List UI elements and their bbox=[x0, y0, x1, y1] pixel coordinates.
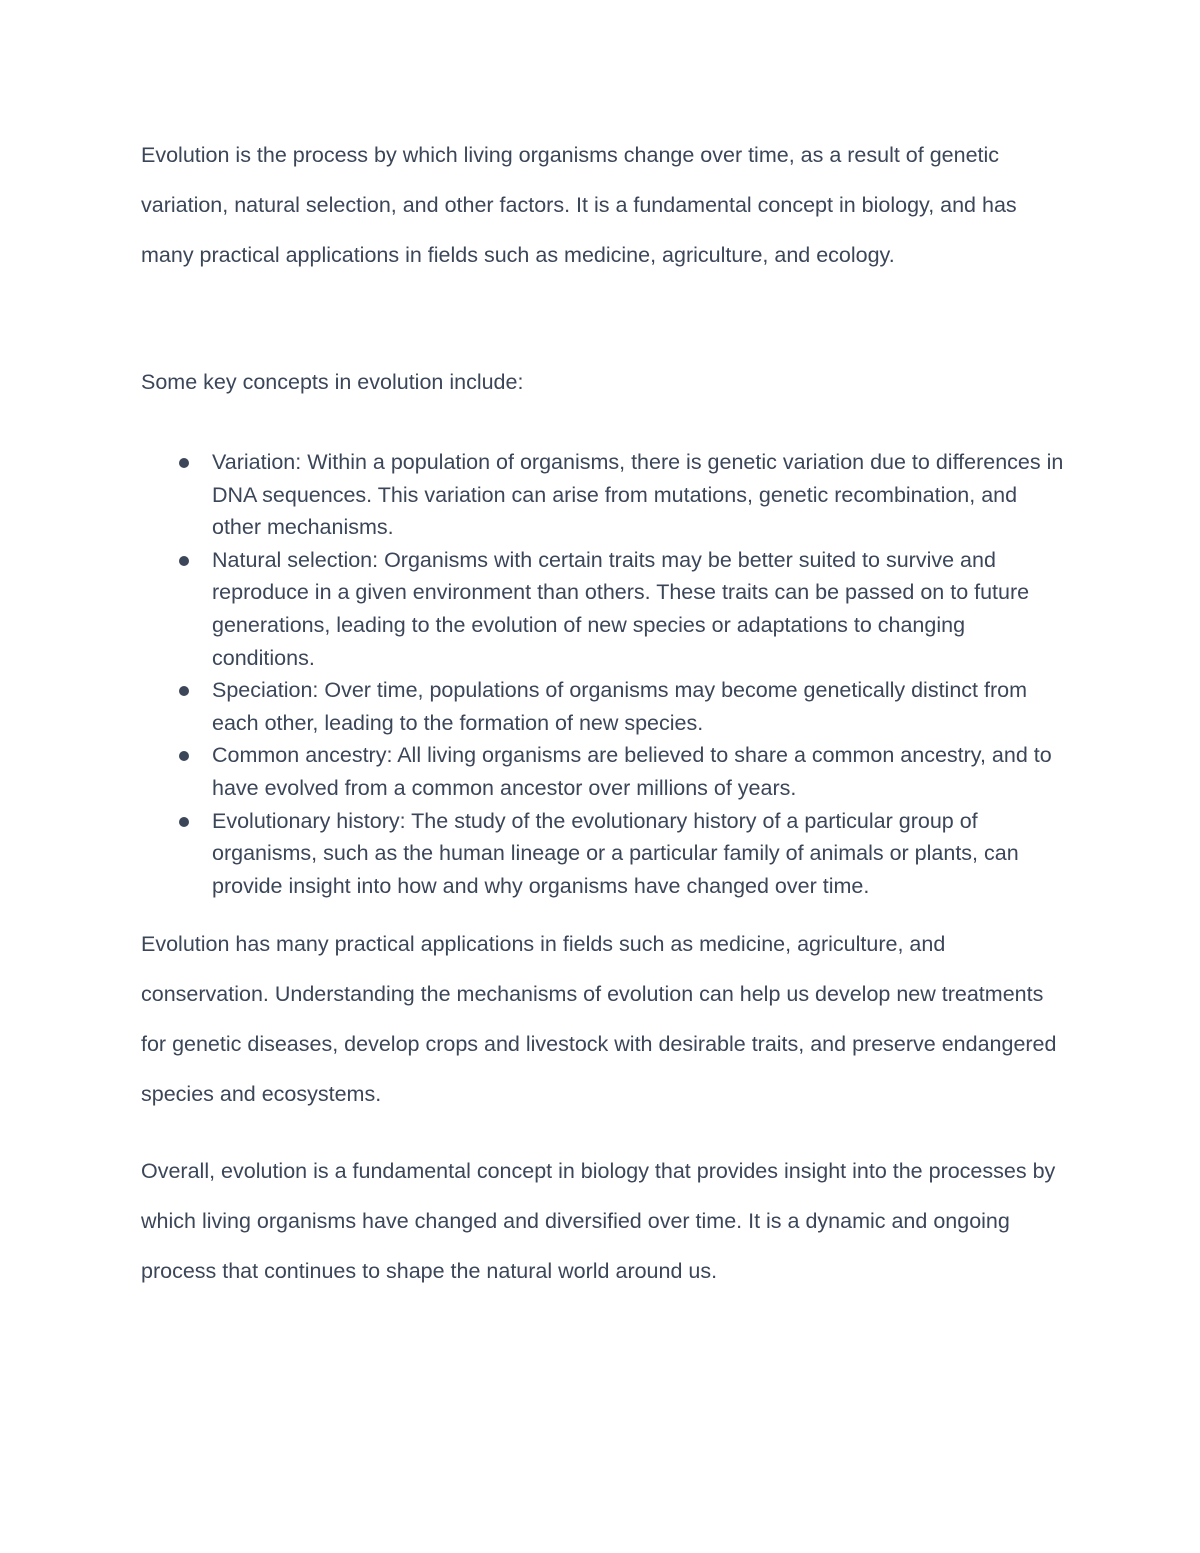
list-item-text: Evolutionary history: The study of the evolutionary history of a particular group of organisms, such as the human lineage or a particular family of animals or plants, can provide insight into how and why organisms have changed over time. bbox=[212, 808, 1019, 898]
list-item bbox=[141, 805, 1071, 903]
list-item-text: Speciation: Over time, populations of organisms may become genetically distinct from each other, leading to the formation of new species. bbox=[212, 678, 1027, 735]
key-concepts-heading: Some key concepts in evolution include: bbox=[141, 370, 524, 394]
intro-paragraph: Evolution is the process by which living organisms change over time, as a result of genetic variation, natural selection, and other factors. It is a fundamental concept in biology, and has many practical applications in fields such as medicine, agriculture, and ecology. bbox=[141, 143, 1017, 267]
bullet-dot-icon bbox=[179, 817, 189, 827]
bullet-dot-icon bbox=[179, 751, 189, 761]
list-item bbox=[141, 739, 1071, 804]
list-item bbox=[141, 544, 1071, 674]
key-concepts-list bbox=[141, 446, 1071, 902]
list-item-text: Natural selection: Organisms with certain traits may be better suited to survive and reproduce in a given environment than others. These traits can be passed on to future generations, leading to the evolution of new species or adaptations to changing conditions. bbox=[212, 547, 1030, 670]
list-item-text: Variation: Within a population of organisms, there is genetic variation due to differences in DNA sequences. This variation can arise from mutations, genetic recombination, and other mechanisms. bbox=[212, 450, 1064, 540]
bullet-dot-icon bbox=[179, 686, 189, 696]
conclusion-paragraph: Overall, evolution is a fundamental concept in biology that provides insight into the processes by which living organisms have changed and diversified over time. It is a dynamic and ongoing process that continues to shape the natural world around us. bbox=[141, 1159, 1056, 1283]
list-item bbox=[141, 674, 1071, 739]
list-item bbox=[141, 446, 1071, 544]
list-item-text: Common ancestry: All living organisms are believed to share a common ancestry, and to have evolved from a common ancestor over millions of years. bbox=[212, 743, 1052, 800]
applications-paragraph: Evolution has many practical applications in fields such as medicine, agriculture, and conservation. Understanding the mechanisms of evolution can help us develop new treatments for genetic diseases, develop crops and livestock with desirable traits, and preserve endangered species and ecosystems. bbox=[141, 932, 1057, 1106]
bullet-dot-icon bbox=[179, 556, 189, 566]
bullet-dot-icon bbox=[179, 458, 189, 468]
